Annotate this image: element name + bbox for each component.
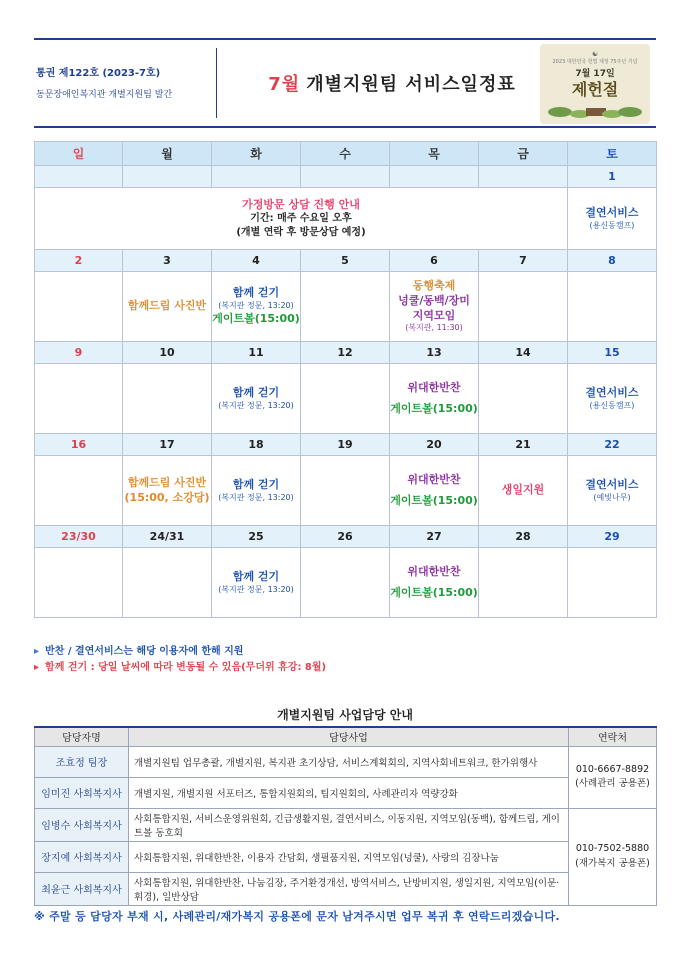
date-cell: 23/30 — [35, 526, 123, 548]
badge-caption: 2023 대한민국 헌법 제정 75주년 기념 — [552, 59, 638, 65]
event-cell — [568, 364, 657, 434]
event-row — [35, 364, 657, 434]
date-cell: 26 — [301, 526, 390, 548]
notice-note: (개별 연락 후 방문상담 예정) — [236, 226, 366, 238]
date-cell: 9 — [35, 342, 123, 364]
weekday-sun: 일 — [35, 142, 123, 166]
date-row — [35, 250, 657, 272]
triangle-right-icon: ▸ — [34, 662, 40, 673]
notes — [34, 644, 656, 676]
event-sub: (복지관 정문, 13:20) — [218, 301, 294, 311]
event-cell — [479, 364, 568, 434]
weekday-thu: 목 — [390, 142, 479, 166]
phone-number: 010-6667-8892 — [575, 763, 650, 775]
contact-home-care — [569, 808, 657, 905]
badge-date: 7월 17일 — [575, 69, 615, 79]
event-cell — [35, 272, 123, 342]
title-month: 7월 — [268, 74, 301, 95]
staff-name: 임병수 사회복지사 — [35, 808, 129, 841]
date-row — [35, 342, 657, 364]
staff-row — [35, 841, 657, 872]
date-cell: 19 — [301, 434, 390, 456]
note-text: 반찬 / 결연서비스는 해당 이용자에 한해 지원 — [45, 646, 244, 657]
flag-icon: ☯ — [592, 50, 599, 58]
col-header: 연락처 — [569, 727, 657, 746]
weekday-wed: 수 — [301, 142, 390, 166]
date-cell: 11 — [212, 342, 301, 364]
staff-duty: 사회통합지원, 위대한반찬, 나눔김장, 주거환경개선, 방역서비스, 난방비지원, 생일지원, 지역모임(이문·휘경), 일반상담 — [129, 872, 569, 905]
event-title: 위대한반찬 — [407, 564, 461, 578]
publisher: 동문장애인복지관 개별지원팀 발간 — [36, 90, 173, 100]
event-cell — [123, 364, 212, 434]
event-cell — [123, 548, 212, 618]
event-title: 넝쿨/동백/장미 — [398, 293, 470, 307]
event-cell — [568, 456, 657, 526]
date-cell: 2 — [35, 250, 123, 272]
date-cell: 3 — [123, 250, 212, 272]
date-row — [35, 166, 657, 188]
constitution-day-badge — [540, 44, 650, 124]
event-title: 함께드림 사진반 — [127, 475, 207, 489]
phone-number: 010-7502-5880 — [575, 843, 650, 855]
notice-period: 기간: 매주 수요일 오후 — [250, 213, 352, 225]
date-cell: 6 — [390, 250, 479, 272]
event-cell — [479, 272, 568, 342]
weekday-tue: 화 — [212, 142, 301, 166]
event-cell — [390, 364, 479, 434]
event-cell — [390, 548, 479, 618]
event-title: 위대한반찬 — [407, 472, 461, 486]
staff-duty: 사회통합지원, 위대한반찬, 이용자 간담회, 생필품지원, 지역모임(넝쿨), 사랑의 김장나눔 — [129, 841, 569, 872]
event-cell — [568, 548, 657, 618]
staff-name: 장지예 사회복지사 — [35, 841, 129, 872]
date-cell: 12 — [301, 342, 390, 364]
badge-name: 제헌절 — [571, 80, 619, 99]
col-header: 담당자명 — [35, 727, 129, 746]
date-cell — [35, 166, 123, 188]
title-text: 개별지원팀 서비스일정표 — [306, 74, 516, 95]
event-cell — [35, 364, 123, 434]
event-gateball: 게이트볼(15:00) — [212, 311, 300, 325]
event-title: 함께드림 사진반 — [127, 299, 207, 313]
date-cell — [212, 166, 301, 188]
event-title: 동행축제 — [412, 278, 456, 292]
date-cell — [390, 166, 479, 188]
staff-name: 임미진 사회복지사 — [35, 777, 129, 808]
event-cell — [390, 456, 479, 526]
notice-title: 가정방문 상담 진행 안내 — [242, 197, 360, 211]
footer-notice: ※ 주말 등 담당자 부재 시, 사례관리/재가복지 공용폰에 문자 남겨주시면 업무 복귀 후 연락드리겠습니다. — [34, 910, 560, 923]
staff-name: 조효정 팀장 — [35, 746, 129, 777]
event-title: 함께 걷기 — [232, 385, 280, 399]
date-cell: 27 — [390, 526, 479, 548]
staff-header-row — [35, 727, 657, 746]
note-item — [34, 644, 656, 660]
date-cell: 28 — [479, 526, 568, 548]
event-cell — [390, 272, 479, 342]
event-sub: (예빛나무) — [593, 492, 631, 502]
event-title: 결연서비스 — [585, 385, 639, 399]
phone-label: (사례관리 공용폰) — [575, 778, 650, 789]
event-cell — [301, 364, 390, 434]
date-cell: 17 — [123, 434, 212, 456]
event-row — [35, 272, 657, 342]
event-title: 생일지원 — [501, 483, 545, 497]
event-cell — [212, 272, 301, 342]
event-gateball: 게이트볼(15:00) — [390, 585, 478, 599]
date-row — [35, 434, 657, 456]
date-cell — [301, 166, 390, 188]
date-cell: 8 — [568, 250, 657, 272]
event-cell — [212, 456, 301, 526]
date-cell — [123, 166, 212, 188]
date-cell — [479, 166, 568, 188]
phone-label: (재가복지 공용폰) — [575, 857, 650, 869]
weekday-mon: 월 — [123, 142, 212, 166]
date-row — [35, 526, 657, 548]
page-title — [216, 40, 568, 126]
event-sub: (복지관 정문, 13:20) — [218, 400, 294, 410]
date-cell: 16 — [35, 434, 123, 456]
event-row — [35, 456, 657, 526]
staff-duty: 개별지원, 개별지원 서포터즈, 통합지원회의, 팀지원회의, 사례관리자 역량강화 — [129, 777, 569, 808]
col-header: 담당사업 — [129, 727, 569, 746]
contact-case-mgmt — [569, 746, 657, 808]
issue-info — [34, 40, 214, 126]
event-cell — [212, 364, 301, 434]
staff-row — [35, 872, 657, 905]
note-item — [34, 660, 656, 676]
event-cell — [123, 272, 212, 342]
weekday-sat: 토 — [568, 142, 657, 166]
event-gateball: 게이트볼(15:00) — [390, 493, 478, 507]
event-cell — [301, 272, 390, 342]
home-visit-notice — [35, 188, 568, 250]
event-cell — [35, 456, 123, 526]
staff-row — [35, 808, 657, 841]
date-cell: 22 — [568, 434, 657, 456]
staff-duty: 개별지원팀 업무총괄, 개별지원, 복지관 초기상담, 서비스계획회의, 지역사회네트워크, 한가위행사 — [129, 746, 569, 777]
note-text: 함께 걷기 : 당일 날씨에 따라 변동될 수 있음(무더위 휴강: 8월) — [45, 662, 327, 673]
weekday-fri: 금 — [479, 142, 568, 166]
weekday-header — [35, 142, 657, 166]
staff-name: 최윤근 사회복지사 — [35, 872, 129, 905]
event-cell — [35, 548, 123, 618]
date-cell: 24/31 — [123, 526, 212, 548]
issue-number: 통권 제122호 (2023-7호) — [36, 68, 161, 79]
staff-row — [35, 777, 657, 808]
event-cell — [479, 548, 568, 618]
date-cell: 25 — [212, 526, 301, 548]
staff-duty: 사회통합지원, 서비스운영위원회, 긴급생활지원, 결연서비스, 이동지원, 지역모임(동백), 함께드림, 게이트볼 동호회 — [129, 808, 569, 841]
staff-table — [34, 726, 657, 906]
event-sub: (용신동캠프) — [589, 400, 635, 410]
date-cell: 5 — [301, 250, 390, 272]
date-cell: 14 — [479, 342, 568, 364]
staff-section-title: 개별지원팀 사업담당 안내 — [277, 708, 413, 722]
event-title: 위대한반찬 — [407, 380, 461, 394]
event-title: 함께 걷기 — [232, 477, 280, 491]
date-cell: 29 — [568, 526, 657, 548]
schedule-calendar — [34, 141, 657, 618]
event-sub: (15:00, 소강당) — [124, 490, 210, 504]
leaves-icon — [546, 102, 644, 120]
event-title: 함께 걷기 — [232, 286, 280, 300]
date-cell: 10 — [123, 342, 212, 364]
triangle-right-icon: ▸ — [34, 646, 40, 657]
date-cell: 13 — [390, 342, 479, 364]
event-gateball: 게이트볼(15:00) — [390, 401, 478, 415]
event-cell — [479, 456, 568, 526]
event-row — [35, 548, 657, 618]
header — [34, 38, 656, 128]
event-sub: (복지관, 11:30) — [405, 323, 463, 333]
event-cell — [301, 548, 390, 618]
event-sub: (복지관 정문, 13:20) — [218, 492, 294, 502]
date-cell: 7 — [479, 250, 568, 272]
date-cell: 18 — [212, 434, 301, 456]
date-cell: 20 — [390, 434, 479, 456]
date-cell: 21 — [479, 434, 568, 456]
event-title: 결연서비스 — [585, 477, 639, 491]
event-cell — [301, 456, 390, 526]
event-title: 함께 걷기 — [232, 569, 280, 583]
event-row — [35, 188, 657, 250]
staff-row — [35, 746, 657, 777]
event-cell — [568, 272, 657, 342]
event-title: 결연서비스 — [585, 205, 639, 219]
event-sub: (용신동캠프) — [589, 220, 635, 230]
event-cell — [568, 188, 657, 250]
event-sub: (복지관 정문, 13:20) — [218, 584, 294, 594]
event-title: 지역모임 — [412, 308, 456, 322]
date-cell: 1 — [568, 166, 657, 188]
event-cell — [123, 456, 212, 526]
date-cell: 15 — [568, 342, 657, 364]
date-cell: 4 — [212, 250, 301, 272]
event-cell — [212, 548, 301, 618]
